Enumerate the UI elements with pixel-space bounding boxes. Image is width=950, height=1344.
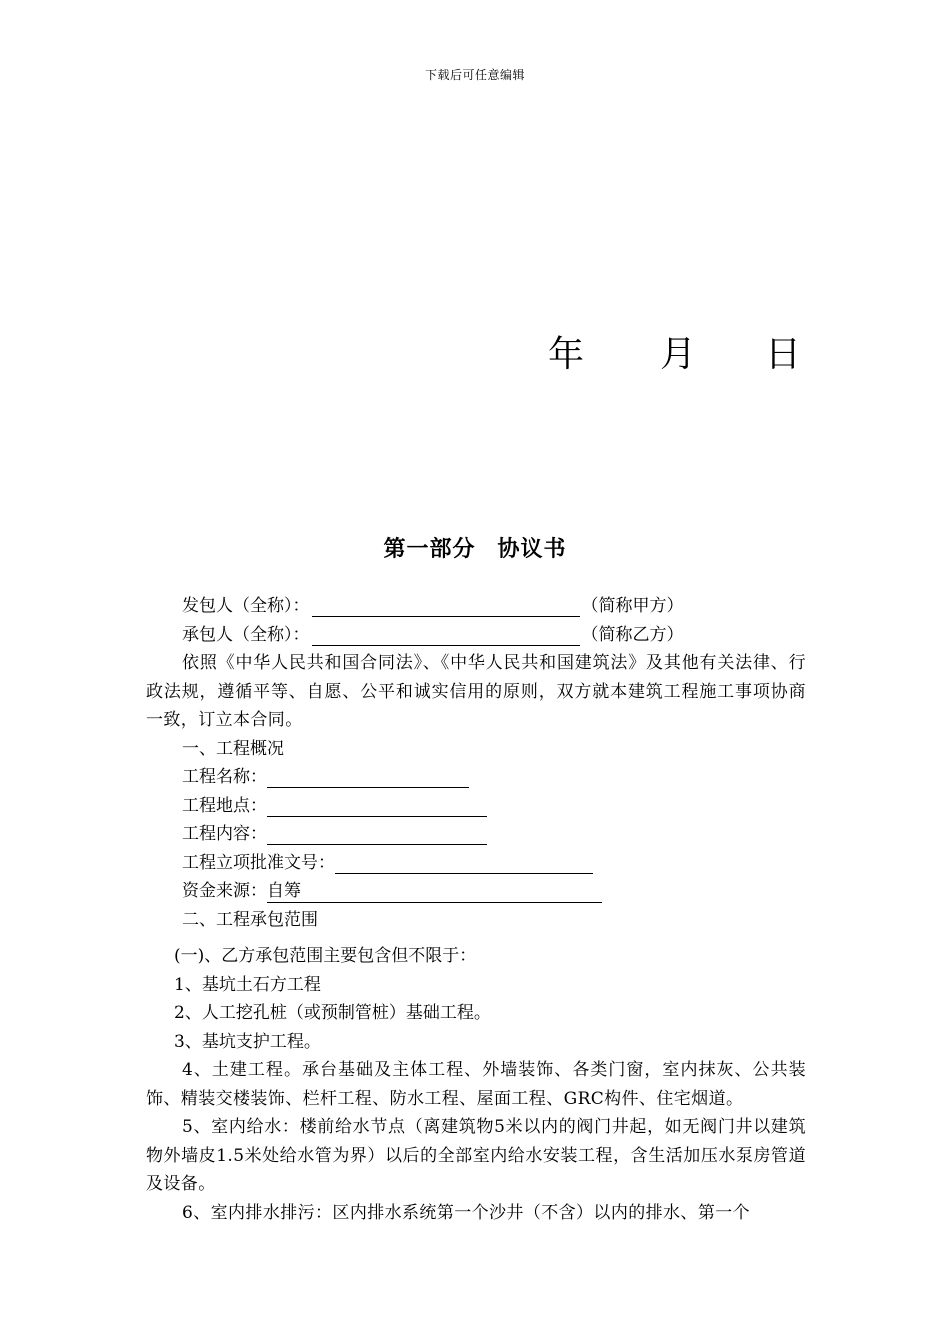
employer-name-blank[interactable] (312, 596, 580, 617)
part-title (0, 532, 950, 563)
date-month-label: 月 (660, 334, 697, 375)
date-day-label: 日 (765, 334, 802, 375)
document-header-note: 下载后可任意编辑 (424, 68, 525, 82)
employer-suffix: （简称甲方） (581, 596, 684, 616)
funding-source-label: 资金来源： (182, 881, 267, 901)
section2-heading: 二、工程承包范围 (182, 909, 318, 930)
signing-date (548, 326, 805, 377)
project-content-line (146, 820, 806, 849)
part-title-number: 第一部分 (383, 536, 476, 562)
project-location-blank[interactable] (267, 796, 487, 817)
list-item: 5、室内给水：楼前给水节点（离建筑物5米以内的阀门井起，如无阀门井以建筑物外墙皮1.5米处给水管为界）以后的全部室内给水安装工程，含生活加压水泵房管道及设备。 (146, 1117, 806, 1194)
project-name-blank[interactable] (267, 767, 469, 788)
employer-line (146, 592, 806, 621)
scope-list (146, 942, 806, 1227)
list-item: 2、人工挖孔桩（或预制管桩）基础工程。 (174, 1003, 491, 1023)
funding-source-value[interactable]: 自筹 (267, 880, 602, 903)
project-location-line (146, 792, 806, 821)
approval-number-blank[interactable] (335, 853, 593, 874)
contractor-name-blank[interactable] (312, 625, 580, 646)
project-content-blank[interactable] (267, 824, 487, 845)
project-name-label: 工程名称： (182, 767, 267, 787)
approval-number-line (146, 849, 806, 878)
list-item: 6、室内排水排污：区内排水系统第一个沙井（不含）以内的排水、第一个 (182, 1202, 751, 1223)
list-item: 4、土建工程。承台基础及主体工程、外墙装饰、各类门窗，室内抹灰、公共装饰、精装交楼装饰、栏杆工程、防水工程、屋面工程、GRC构件、住宅烟道。 (146, 1060, 806, 1109)
project-name-line (146, 763, 806, 792)
project-content-label: 工程内容： (182, 824, 267, 844)
contractor-label: 承包人（全称）： (182, 624, 310, 645)
section1-heading: 一、工程概况 (182, 738, 284, 759)
agreement-body (146, 592, 806, 1227)
scope-heading: (一)、乙方承包范围主要包含但不限于： (174, 946, 477, 966)
intro-paragraph: 依照《中华人民共和国合同法》、《中华人民共和国建筑法》及其他有关法律、行政法规，遵循平等、自愿、公平和诚实信用的原则，双方就本建筑工程施工事项协商一致，订立本合同。 (146, 653, 806, 730)
list-item: 1、基坑土石方工程 (174, 974, 321, 995)
date-year-label: 年 (548, 334, 585, 375)
part-title-name: 协议书 (497, 536, 567, 562)
contractor-suffix: （简称乙方） (581, 624, 684, 645)
funding-source-line (146, 877, 806, 906)
approval-number-label: 工程立项批准文号： (182, 852, 335, 873)
contractor-line (146, 621, 806, 650)
list-item: 3、基坑支护工程。 (174, 1031, 321, 1052)
employer-label: 发包人（全称）： (182, 596, 310, 616)
project-location-label: 工程地点： (182, 795, 267, 816)
